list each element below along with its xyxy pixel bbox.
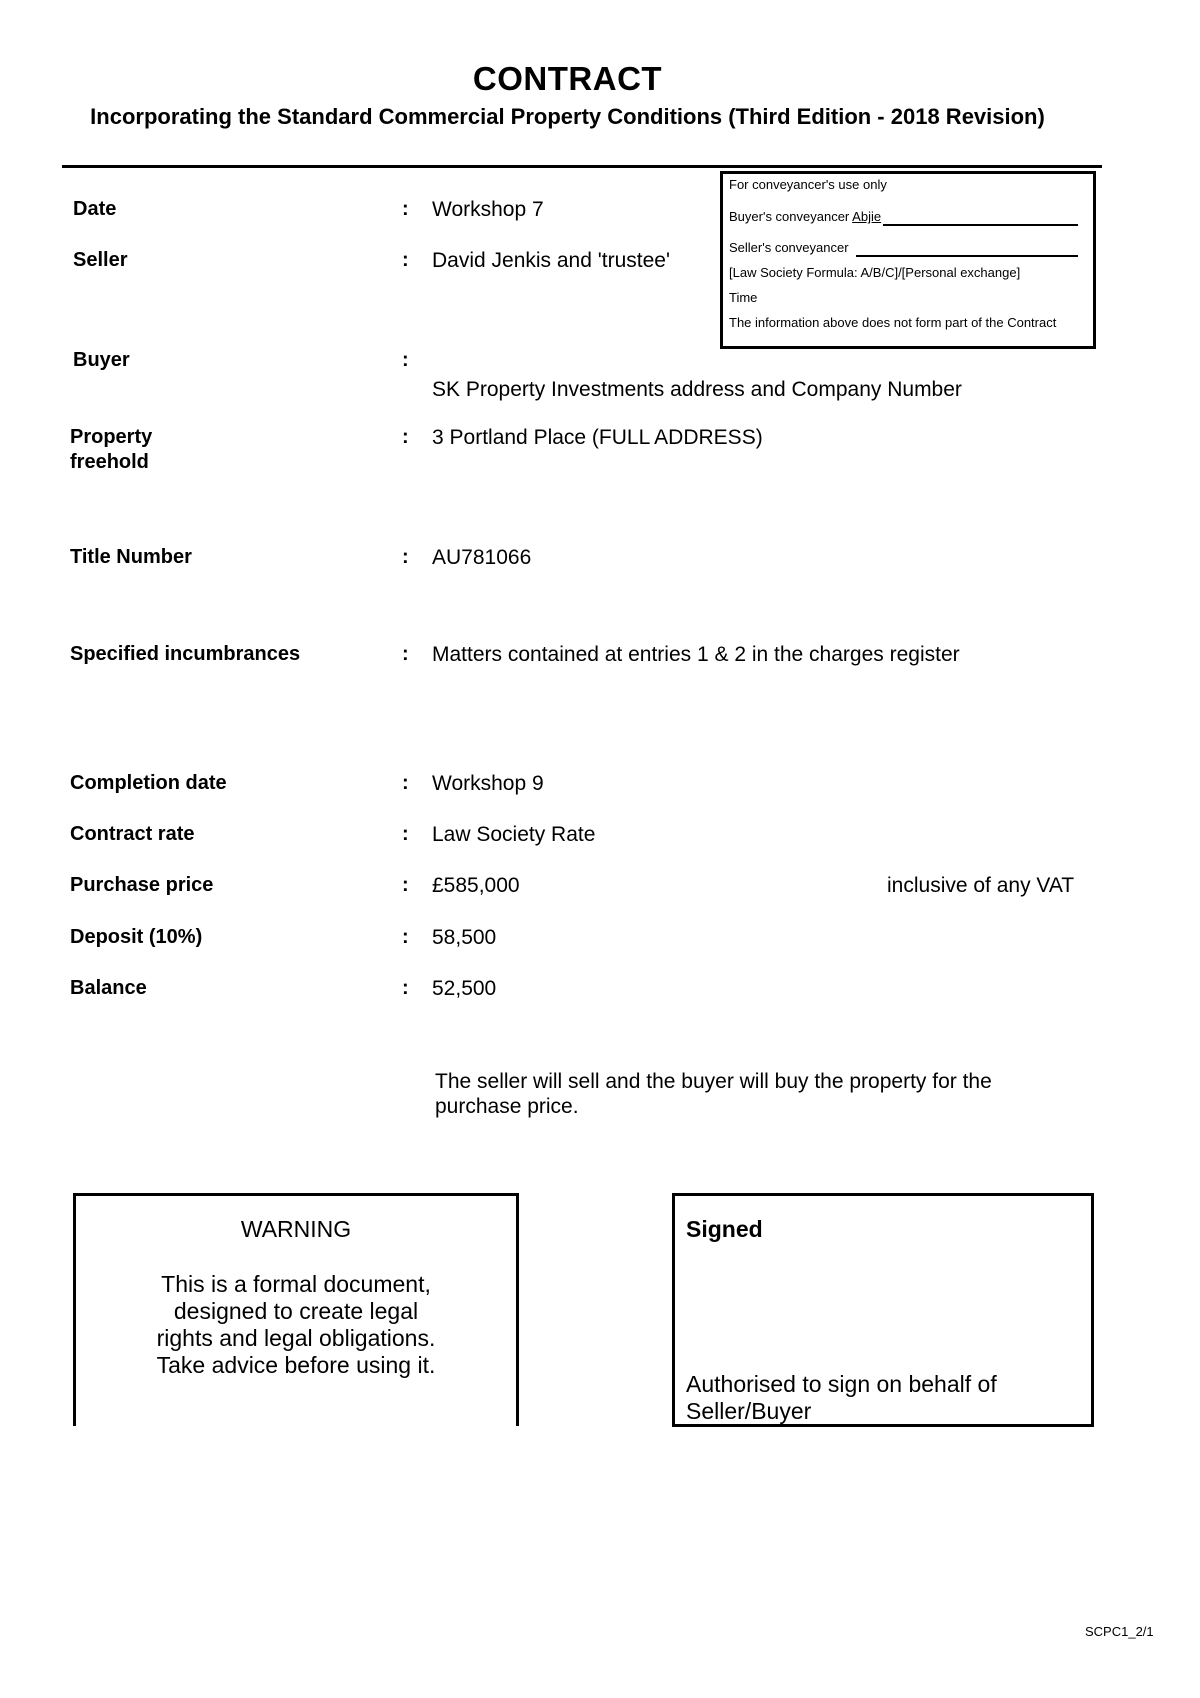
buyer-value: SK Property Investments address and Company Number xyxy=(432,378,962,401)
specified-incumbrances-value: Matters contained at entries 1 & 2 in the charges register xyxy=(432,643,960,666)
warning-line-2: designed to create legal xyxy=(173,1298,419,1324)
balance-value: 52,500 xyxy=(432,977,497,1000)
purchase-price-colon: : xyxy=(402,874,409,896)
purchase-price-label: Purchase price xyxy=(70,874,214,896)
title-number-label: Title Number xyxy=(70,546,192,568)
seller-value: David Jenkis and 'trustee' xyxy=(432,249,670,272)
balance-colon: : xyxy=(402,977,409,999)
purchase-price-value: £585,000 xyxy=(432,874,520,897)
signed-line-1: Authorised to sign on behalf of xyxy=(686,1371,997,1397)
warning-line-3: rights and legal obligations. xyxy=(156,1325,436,1351)
property-tenure-label: freehold xyxy=(70,451,149,473)
header-divider xyxy=(62,165,1102,168)
buyer-label: Buyer xyxy=(73,349,130,371)
conveyancer-disclaimer: The information above does not form part of the Contract xyxy=(729,315,1057,330)
date-value: Workshop 7 xyxy=(432,198,544,221)
sellers-conveyancer-underline xyxy=(856,255,1078,257)
deposit-value: 58,500 xyxy=(432,926,497,949)
buyers-conveyancer-label: Buyer's conveyancer xyxy=(729,209,850,224)
property-label: Property xyxy=(70,426,153,448)
signed-text xyxy=(686,1371,997,1425)
property-colon: : xyxy=(402,426,409,448)
date-label: Date xyxy=(73,198,117,220)
warning-title: WARNING xyxy=(240,1216,352,1242)
vat-note: inclusive of any VAT xyxy=(887,874,1075,897)
document-title: CONTRACT xyxy=(472,60,663,97)
sale-statement: The seller will sell and the buyer will buy the property for the purchase price. xyxy=(435,1070,992,1118)
specified-incumbrances-label: Specified incumbrances xyxy=(70,643,301,665)
warning-text xyxy=(76,1271,516,1379)
seller-label: Seller xyxy=(73,249,128,271)
warning-line-4: Take advice before using it. xyxy=(156,1352,436,1378)
buyers-conveyancer-line xyxy=(729,209,1081,224)
completion-date-value: Workshop 9 xyxy=(432,772,544,795)
balance-label: Balance xyxy=(70,977,147,999)
title-number-value: AU781066 xyxy=(432,546,532,569)
seller-colon: : xyxy=(402,249,409,271)
title-number-colon: : xyxy=(402,546,409,568)
deposit-label: Deposit (10%) xyxy=(70,926,203,948)
document-subtitle: Incorporating the Standard Commercial Property Conditions (Third Edition - 2018 Revision) xyxy=(90,104,1045,129)
buyers-conveyancer-underline xyxy=(883,224,1078,226)
property-value: 3 Portland Place (FULL ADDRESS) xyxy=(432,426,763,449)
contract-rate-value: Law Society Rate xyxy=(432,823,596,846)
specified-incumbrances-colon: : xyxy=(402,643,409,665)
conveyancer-box xyxy=(720,171,1096,349)
deposit-colon: : xyxy=(402,926,409,948)
signature-box xyxy=(672,1193,1094,1427)
signed-title: Signed xyxy=(686,1216,763,1242)
page-code: SCPC1_2/1 xyxy=(1085,1624,1154,1639)
contract-rate-label: Contract rate xyxy=(70,823,195,845)
completion-date-colon: : xyxy=(402,772,409,794)
warning-line-1: This is a formal document, xyxy=(161,1271,431,1297)
law-society-formula: [Law Society Formula: A/B/C]/[Personal exchange] xyxy=(729,265,1021,280)
date-colon: : xyxy=(402,198,409,220)
completion-date-label: Completion date xyxy=(70,772,227,794)
warning-box xyxy=(73,1193,519,1426)
buyer-colon: : xyxy=(402,349,409,371)
contract-rate-colon: : xyxy=(402,823,409,845)
buyers-conveyancer-value: Abjie xyxy=(852,209,882,224)
time-label: Time xyxy=(729,290,758,305)
signed-line-2: Seller/Buyer xyxy=(686,1398,812,1424)
conveyancer-box-heading: For conveyancer's use only xyxy=(729,177,887,192)
sellers-conveyancer-label: Seller's conveyancer xyxy=(729,240,849,255)
